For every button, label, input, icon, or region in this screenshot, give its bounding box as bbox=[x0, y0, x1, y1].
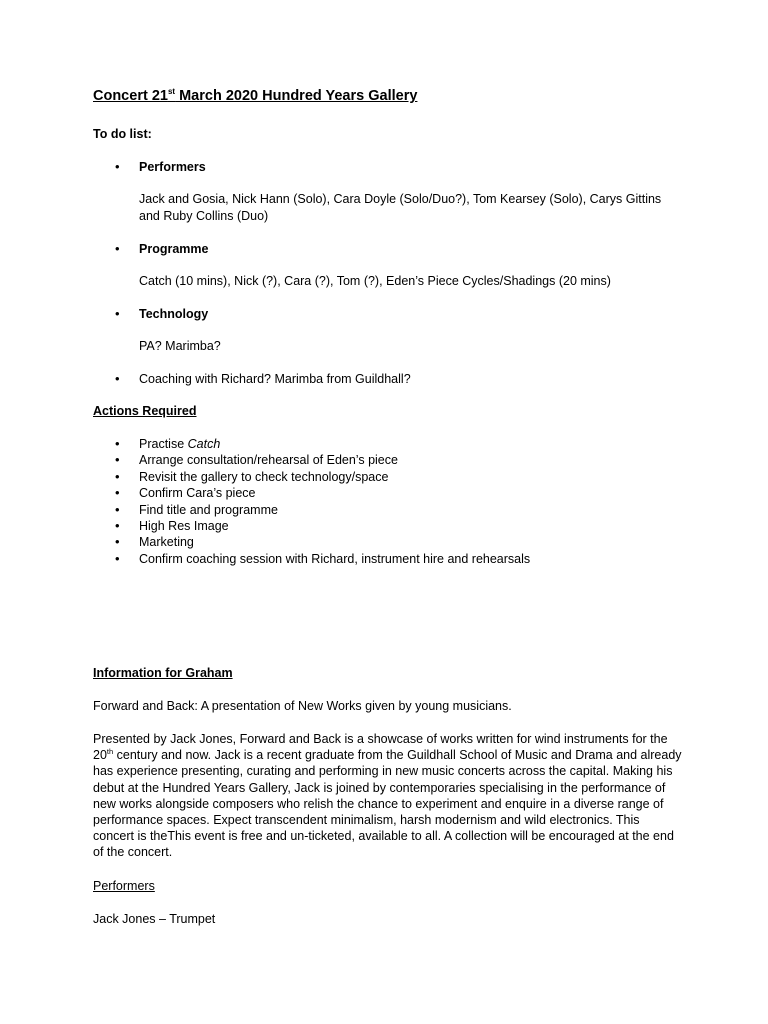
todo-item-label: Programme bbox=[139, 242, 209, 256]
bullet-icon: • bbox=[115, 517, 120, 533]
todo-item-programme bbox=[115, 241, 208, 256]
info-heading: Information for Graham bbox=[93, 666, 233, 680]
action-text: Revisit the gallery to check technology/space bbox=[139, 469, 389, 484]
info-body-superscript: th bbox=[106, 747, 114, 757]
todo-item-technology bbox=[115, 306, 208, 321]
todo-item-label: Technology bbox=[139, 307, 209, 321]
list-item bbox=[115, 469, 530, 485]
list-item bbox=[115, 452, 530, 468]
action-italic-text: Catch bbox=[187, 437, 221, 451]
todo-item-detail: Jack and Gosia, Nick Hann (Solo), Cara Doyle (Solo/Duo?), Tom Kearsey (Solo), Carys Gittins and Ruby Collins (Duo) bbox=[139, 192, 662, 223]
bullet-icon: • bbox=[115, 306, 120, 321]
bullet-icon: • bbox=[115, 159, 120, 174]
info-body-part1: Presented by Jack Jones, Forward and Back is a showcase of works written for wind instruments for the 20 bbox=[93, 732, 668, 763]
info-tagline: Forward and Back: A presentation of New Works given by young musicians. bbox=[93, 699, 512, 713]
list-item bbox=[115, 551, 530, 567]
bullet-icon: • bbox=[115, 534, 120, 550]
todo-item-detail: Catch (10 mins), Nick (?), Cara (?), Tom (?), Eden’s Piece Cycles/Shadings (20 mins) bbox=[139, 274, 611, 288]
title-suffix: March 2020 Hundred Years Gallery bbox=[175, 88, 418, 104]
actions-heading: Actions Required bbox=[93, 404, 197, 418]
todo-item-coaching bbox=[115, 371, 411, 386]
action-text: Practise bbox=[139, 437, 188, 451]
info-body-part2: century and now. Jack is a recent graduate from the Guildhall School of Music and Drama and already has experience presenting, curating and performing in new music concerts across the capital. Making his debut at the Hundred Years Gallery, Jack is joined by contemporaries specialising in the performance of new works alongside composers who relish the chance to experiment and enquire in a diverse range of performance spaces. Expect transcendent minimalism, harsh modernism and wild electronics. This concert is theThis event is free and un-ticketed, available to all. A collection will be encouraged at the end of the concert. bbox=[93, 748, 682, 860]
todo-extra-text: Coaching with Richard? Marimba from Guildhall? bbox=[139, 372, 411, 386]
action-text: High Res Image bbox=[139, 518, 229, 533]
performers-heading: Performers bbox=[93, 879, 155, 893]
action-text: Marketing bbox=[139, 535, 194, 550]
action-text: Arrange consultation/rehearsal of Eden’s piece bbox=[139, 453, 398, 468]
action-text: Find title and programme bbox=[139, 502, 278, 517]
list-item bbox=[115, 485, 530, 501]
performer-entry: Jack Jones – Trumpet bbox=[93, 912, 216, 926]
actions-list bbox=[115, 436, 530, 567]
bullet-icon: • bbox=[115, 485, 120, 501]
bullet-icon: • bbox=[115, 468, 120, 484]
action-text: Confirm coaching session with Richard, instrument hire and rehearsals bbox=[139, 551, 531, 566]
bullet-icon: • bbox=[115, 371, 120, 386]
todo-item-performers bbox=[115, 159, 206, 174]
bullet-icon: • bbox=[115, 436, 120, 451]
list-item bbox=[115, 534, 530, 550]
list-item bbox=[115, 518, 530, 534]
bullet-icon: • bbox=[115, 501, 120, 517]
todo-item-label: Performers bbox=[139, 160, 206, 174]
bullet-icon: • bbox=[115, 241, 120, 256]
todo-heading: To do list: bbox=[93, 127, 152, 141]
bullet-icon: • bbox=[115, 550, 120, 566]
document-title bbox=[93, 88, 417, 104]
list-item bbox=[115, 502, 530, 518]
action-text: Confirm Cara’s piece bbox=[139, 486, 256, 501]
todo-item-detail: PA? Marimba? bbox=[139, 339, 221, 353]
title-prefix: Concert 21 bbox=[93, 88, 168, 104]
info-body bbox=[93, 731, 683, 861]
title-superscript: st bbox=[167, 87, 176, 97]
list-item bbox=[115, 436, 530, 452]
bullet-icon: • bbox=[115, 452, 120, 468]
